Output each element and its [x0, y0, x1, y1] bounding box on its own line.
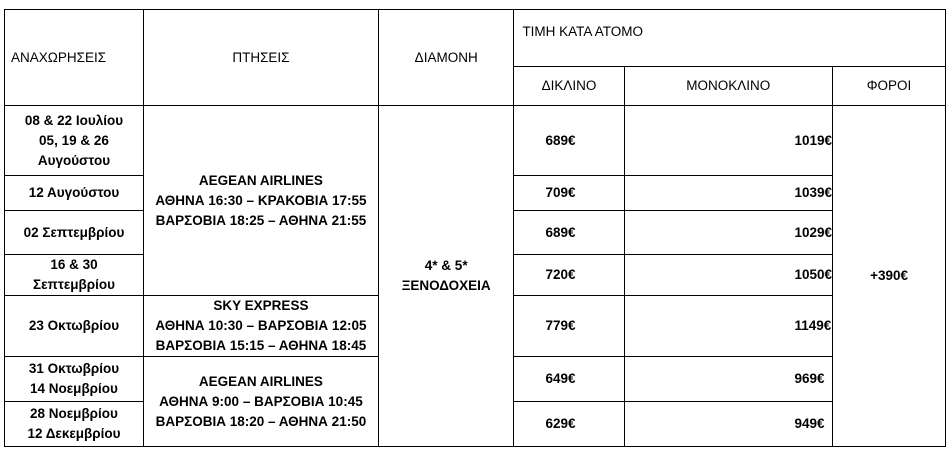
- flight-leg: ΒΑΡΣΟΒΙΑ 15:15 – ΑΘΗΝΑ 18:45: [155, 338, 367, 353]
- price-single: 1019€: [624, 106, 833, 176]
- price-single: 1050€: [624, 255, 833, 296]
- airline-name: SKY EXPRESS: [213, 298, 309, 313]
- price-double: 709€: [514, 176, 624, 211]
- flight-info: [143, 357, 378, 447]
- date-line: Σεπτεμβρίου: [32, 277, 115, 292]
- accommodation: [378, 106, 513, 447]
- price-double: 649€: [514, 357, 624, 402]
- price-single: 1149€: [624, 296, 833, 357]
- date-line: 12 Αυγούστου: [28, 185, 120, 200]
- header-taxes: ΦΟΡΟΙ: [833, 67, 946, 106]
- price-table: [4, 9, 946, 447]
- flight-info: [143, 296, 378, 357]
- header-stay: ΔΙΑΜΟΝΗ: [378, 10, 513, 106]
- flight-leg: ΑΘΗΝΑ 16:30 – ΚΡΑΚΟΒΙΑ 17:55: [155, 192, 367, 208]
- price-double: 779€: [514, 296, 624, 357]
- hotel-type: ΞΕΝΟΔΟΧΕΙΑ: [401, 278, 491, 293]
- flight-leg: ΒΑΡΣΟΒΙΑ 18:25 – ΑΘΗΝΑ 21:55: [155, 212, 367, 228]
- flight-leg: ΑΘΗΝΑ 9:00 – ΒΑΡΣΟΒΙΑ 10:45: [159, 393, 363, 409]
- departure-dates: [5, 402, 144, 447]
- taxes-value: +390€: [833, 106, 946, 447]
- departure-dates: [5, 106, 144, 176]
- header-departures: ΑΝΑΧΩΡΗΣΕΙΣ: [5, 10, 144, 106]
- flight-leg: ΑΘΗΝΑ 10:30 – ΒΑΡΣΟΒΙΑ 12:05: [155, 318, 367, 333]
- header-single: ΜΟΝΟΚΛΙΝΟ: [624, 67, 833, 106]
- departure-dates: [5, 357, 144, 402]
- price-single: 949€: [624, 402, 833, 447]
- date-line: 05, 19 & 26: [39, 132, 109, 148]
- price-double: 689€: [514, 211, 624, 255]
- header-flights: ΠΤΗΣΕΙΣ: [143, 10, 378, 106]
- departure-dates: [5, 296, 144, 357]
- date-line: 31 Οκτωβρίου: [28, 361, 120, 376]
- price-single: 1029€: [624, 211, 833, 255]
- header-price-per-person: ΤΙΜΗ ΚΑΤΑ ΑΤΟΜΟ: [514, 10, 946, 67]
- date-line: 28 Νοεμβρίου: [30, 406, 118, 421]
- price-double: 720€: [514, 255, 624, 296]
- airline-name: AEGEAN AIRLINES: [198, 373, 323, 389]
- date-line: 02 Σεπτεμβρίου: [23, 224, 125, 240]
- departure-dates: [5, 211, 144, 255]
- table-row: [5, 106, 946, 176]
- departure-dates: [5, 255, 144, 296]
- date-line: 12 Δεκεμβρίου: [27, 426, 121, 441]
- airline-name: AEGEAN AIRLINES: [198, 172, 323, 188]
- flight-info: [143, 106, 378, 296]
- departure-dates: [5, 176, 144, 211]
- date-line: 08 & 22 Ιουλίου: [24, 112, 124, 128]
- date-line: 23 Οκτωβρίου: [28, 318, 120, 333]
- date-line: 14 Νοεμβρίου: [30, 381, 118, 396]
- header-double: ΔΙΚΛΙΝΟ: [514, 67, 624, 106]
- price-single: 1039€: [624, 176, 833, 211]
- date-line: Αυγούστου: [37, 152, 111, 168]
- hotel-stars: 4* & 5*: [424, 258, 468, 273]
- price-single: 969€: [624, 357, 833, 402]
- flight-leg: ΒΑΡΣΟΒΙΑ 18:20 – ΑΘΗΝΑ 21:50: [155, 413, 367, 429]
- price-double: 629€: [514, 402, 624, 447]
- date-line: 16 & 30: [50, 257, 98, 272]
- price-double: 689€: [514, 106, 624, 176]
